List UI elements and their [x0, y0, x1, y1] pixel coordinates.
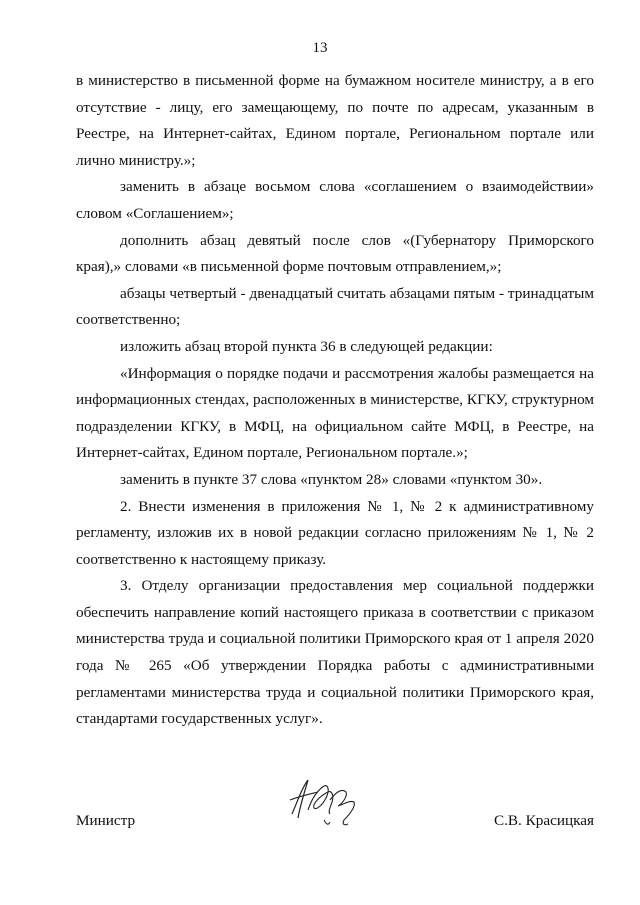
- paragraph-continuation: в министерство в письменной форме на бумажном носителе министру, а в его отсутствие - лицу, его замещающему, по почте по адресам, указанным в Реестре, на Интернет-сайтах, Едином портале, Региональном портале или лично министру.»;: [76, 72, 594, 169]
- paragraph: заменить в абзаце восьмом слова «соглашением о взаимодействии» словом «Соглашением»;: [76, 178, 594, 222]
- paragraph: изложить абзац второй пункта 36 в следующей редакции:: [120, 337, 493, 355]
- page-number: 13: [312, 40, 328, 56]
- paragraph: дополнить абзац девятый после слов «(Губернатору Приморского края),» словами «в письменной форме почтовым отправлением,»;: [76, 231, 594, 276]
- signatory-title: Министр: [76, 812, 136, 829]
- paragraph: заменить в пункте 37 слова «пунктом 28» словами «пунктом 30».: [120, 470, 543, 488]
- paragraph-item-2: 2. Внести изменения в приложения № 1, № 2 к административному регламенту, изложив их в новой редакции согласно приложениям № 1, № 2 соответственно к настоящему приказу.: [76, 497, 594, 568]
- paragraph-item-3: 3. Отделу организации предоставления мер социальной поддержки обеспечить направление копий настоящего приказа в соответствии с приказом министерства труда и социальной политики Приморского края от 1 апреля 2020 года № 265 «Об утверждении Порядка работы с административными регламентами министерства труда и социальной политики Приморского края, стандартами государственных услуг».: [76, 577, 594, 728]
- handwritten-signature: [284, 770, 364, 830]
- document-body: [76, 68, 594, 733]
- paragraph-quote: «Информация о порядке подачи и рассмотрения жалобы размещается на информационных стендах, расположенных в министерстве, КГКУ, структурном подразделении КГКУ, в МФЦ, на официальном сайте МФЦ, в Реестре, на Интернет-сайтах, Едином портале, Региональном портале.»;: [76, 364, 594, 462]
- signatory-name: С.В. Красицкая: [494, 812, 594, 829]
- paragraph: абзацы четвертый - двенадцатый считать абзацами пятым - тринадцатым соответственно;: [76, 284, 594, 329]
- signature-block: [76, 808, 594, 834]
